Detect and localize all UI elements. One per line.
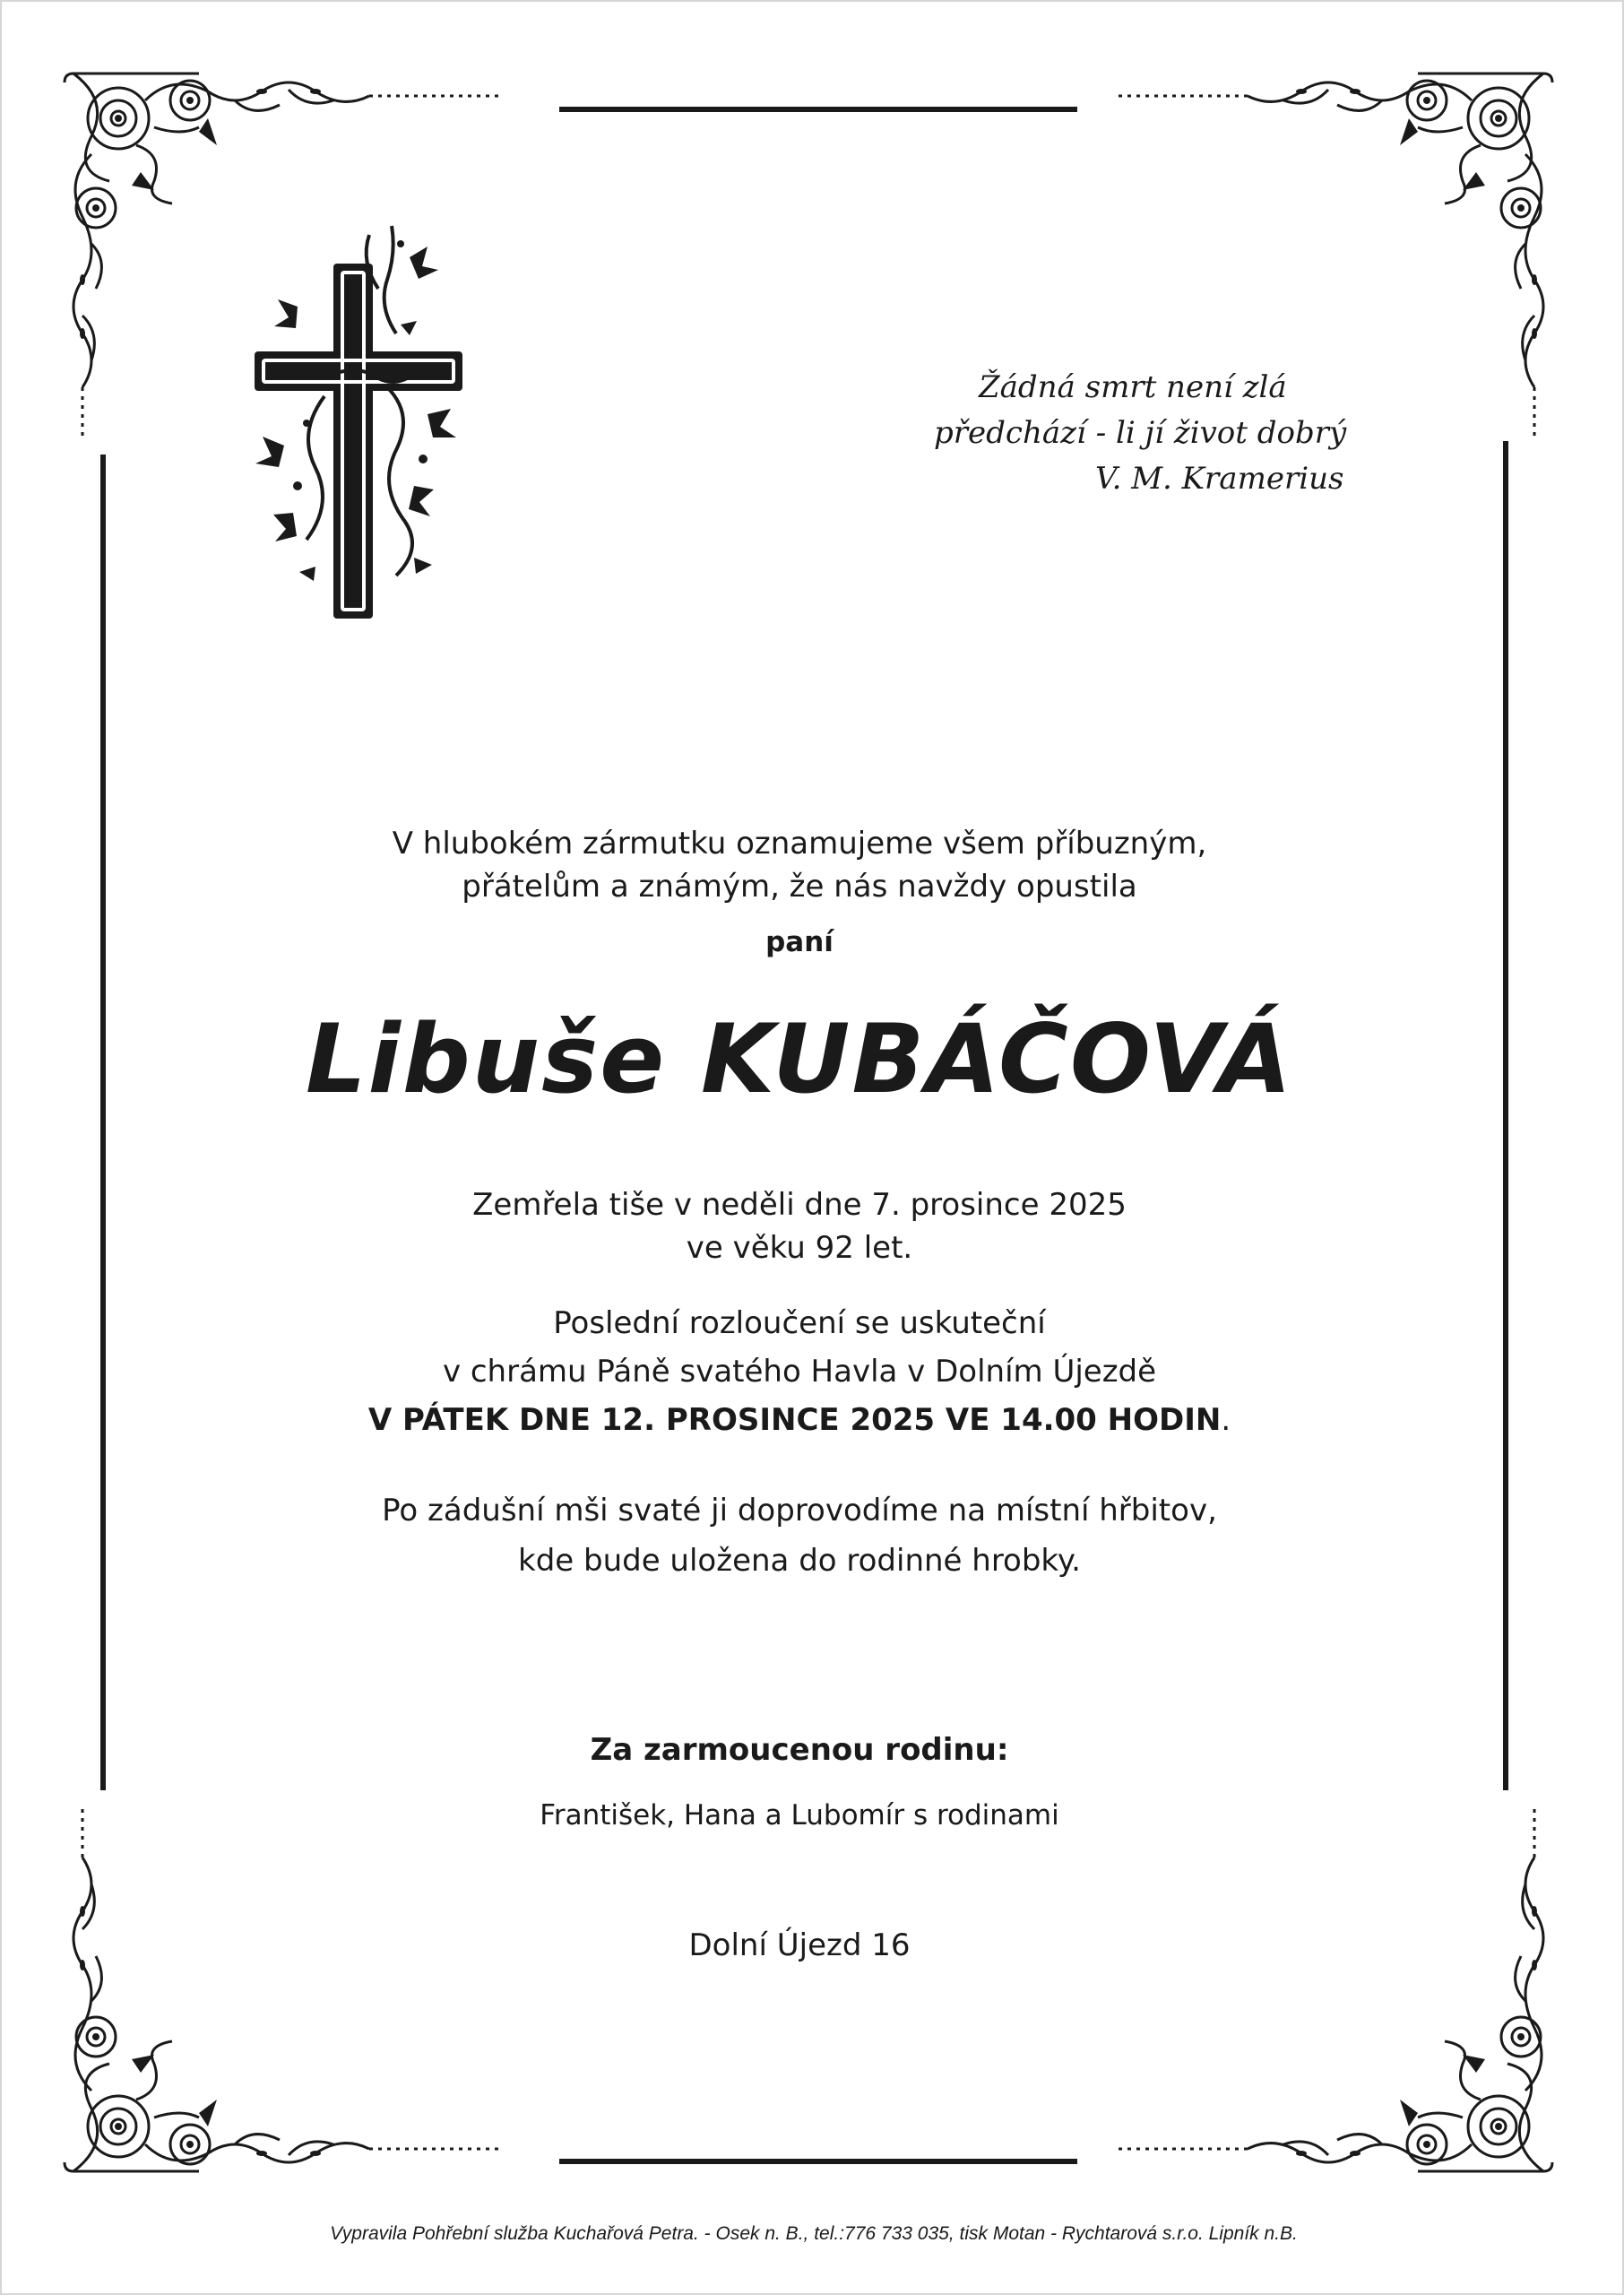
- top-rule: [559, 107, 1077, 112]
- motto-line: Žádná smrt není zlá: [979, 369, 1287, 405]
- deceased-name: Libuše KUBÁČOVÁ: [305, 1004, 1294, 1114]
- motto-line: předchází - li jí život dobrý: [934, 415, 1347, 451]
- age-line: ve věku 92 let.: [686, 1230, 913, 1266]
- bottom-right-ornament-icon: [1113, 1804, 1561, 2180]
- period: .: [1221, 1402, 1231, 1438]
- honorific: paní: [765, 926, 834, 958]
- intro-line: V hlubokém zármutku oznamujeme všem příbuzným,: [392, 826, 1207, 862]
- farewell-details: [298, 1299, 1301, 1444]
- death-date-line: Zemřela tiše v neděli dne 7. prosince 2025: [472, 1187, 1127, 1223]
- burial-line: kde bude uložena do rodinné hrobky.: [518, 1543, 1081, 1579]
- cross-with-ivy-icon: [244, 217, 477, 629]
- farewell-place: v chrámu Páně svatého Havla v Dolním Újezdě: [442, 1354, 1157, 1390]
- farewell-datetime: V PÁTEK DNE 12. PROSINCE 2025 VE 14.00 HODIN: [367, 1402, 1222, 1438]
- bottom-rule: [559, 2159, 1077, 2164]
- motto-quote: [880, 365, 1346, 502]
- right-rule: [1503, 441, 1508, 1790]
- intro-line: přátelům a známým, že nás navždy opustila: [462, 869, 1137, 905]
- burial-line: Po zádušní mši svaté ji doprovodíme na místní hřbitov,: [382, 1493, 1217, 1529]
- farewell-datetime-row: [298, 1396, 1301, 1444]
- address: Dolní Újezd 16: [688, 1927, 911, 1963]
- announcement-intro: [298, 822, 1301, 908]
- death-details: [298, 1183, 1301, 1269]
- left-rule: [100, 455, 106, 1790]
- motto-author: V. M. Kramerius: [1095, 461, 1344, 497]
- burial-details: [298, 1485, 1301, 1586]
- footer-credits: Vypravila Pohřební služba Kuchařová Petra. - Osek n. B., tel.:776 733 035, tisk Motan - Rychtarová s.r.o. Lipník n.B.: [330, 2223, 1298, 2244]
- family-heading: Za zarmoucenou rodinu:: [590, 1732, 1009, 1768]
- bottom-left-ornament-icon: [56, 1804, 504, 2180]
- farewell-line: Poslední rozloučení se uskuteční: [553, 1305, 1046, 1341]
- family-names: František, Hana a Lubomír s rodinami: [540, 1799, 1059, 1832]
